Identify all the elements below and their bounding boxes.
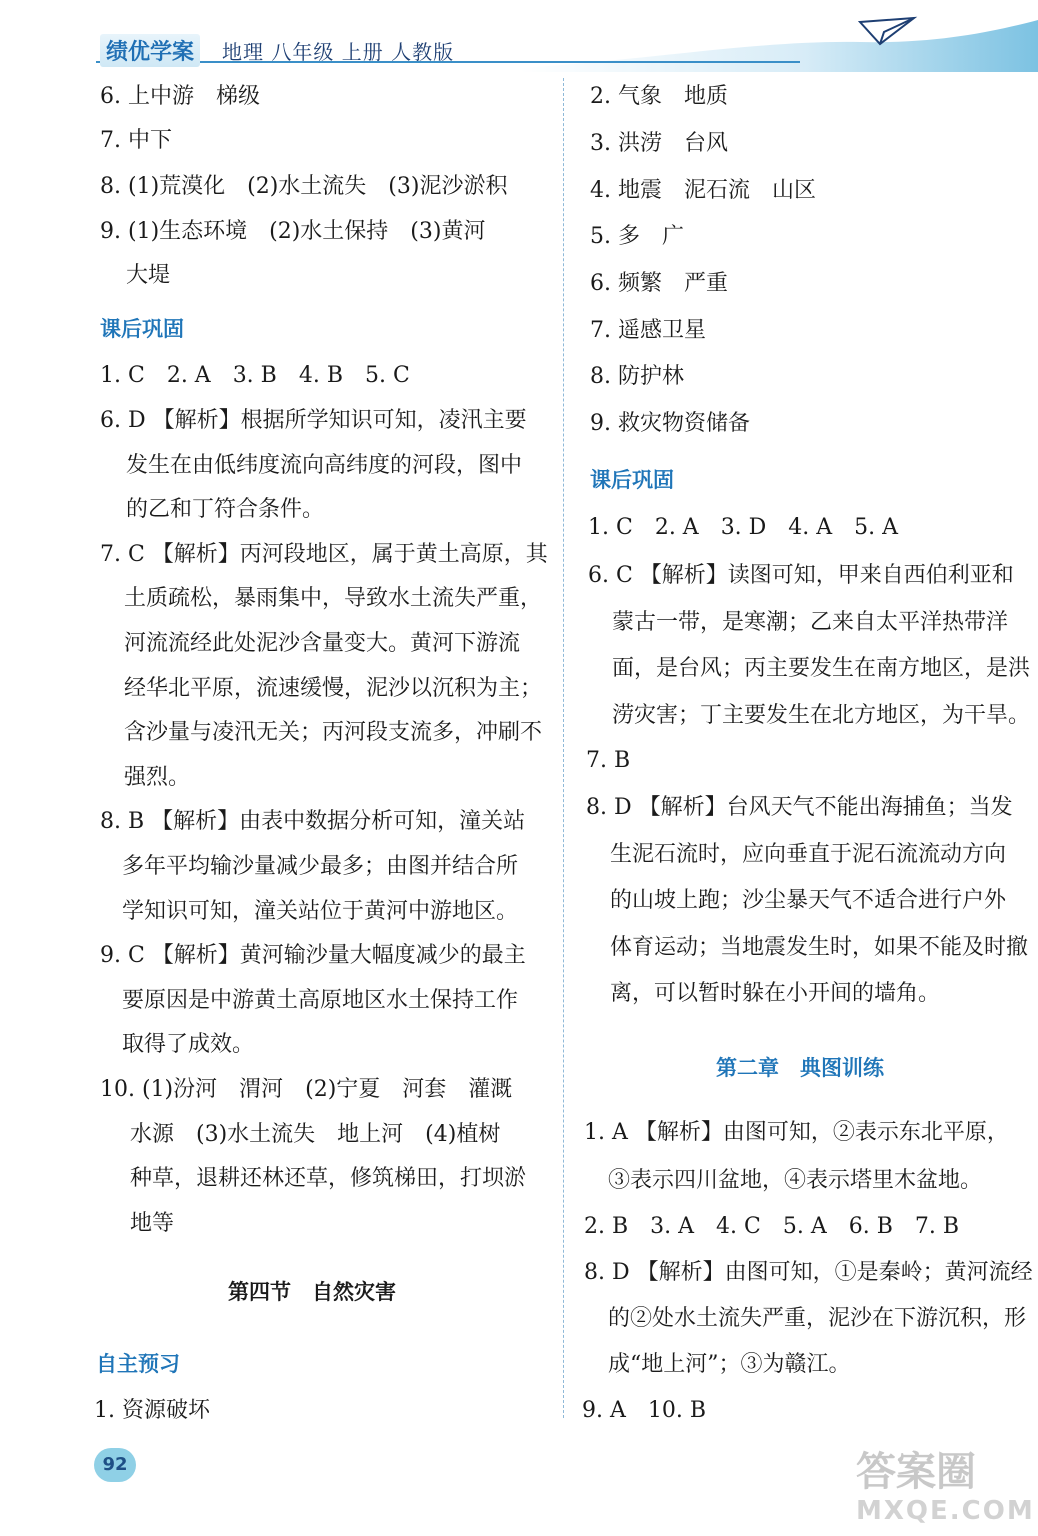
- answer-line: 8. B 【解析】由表中数据分析可知，潼关站: [100, 809, 526, 834]
- section-heading: 第四节 自然灾害: [228, 1280, 396, 1304]
- answer-line: 经华北平原，流速缓慢，泥沙以沉积为主；: [124, 676, 543, 701]
- answer-line: 9. C 【解析】黄河输沙量大幅度减少的最主: [100, 943, 526, 968]
- brand-logo: 绩优学案: [100, 34, 200, 67]
- answer-line: 7. C 【解析】丙河段地区，属于黄土高原，其: [100, 542, 548, 567]
- answer-line: 8. 防护林: [590, 364, 684, 389]
- answer-line: 6. 频繁 严重: [590, 271, 728, 296]
- answer-line: 的山坡上跑；沙尘暴天气不适合进行户外: [610, 888, 1007, 913]
- answer-line: 8. D 【解析】由图可知，①是秦岭；黄河流经: [584, 1260, 1033, 1285]
- answer-line: 含沙量与凌汛无关；丙河段支流多，冲刷不: [124, 720, 543, 745]
- section-title: 课后巩固: [100, 317, 184, 341]
- answer-line: 多年平均输沙量减少最多；由图并结合所: [122, 854, 519, 879]
- section-title: 课后巩固: [590, 468, 674, 492]
- answer-line: 9. 救灾物资储备: [590, 411, 750, 436]
- answer-line: 离，可以暂时躲在小开间的墙角。: [610, 981, 941, 1006]
- answer-line: 面，是台风；丙主要发生在南方地区，是洪: [612, 656, 1031, 681]
- answer-line: 2. 气象 地质: [590, 84, 728, 109]
- answer-line: 1. C 2. A 3. B 4. B 5. C: [100, 363, 410, 388]
- answer-line: 7. 中下: [100, 128, 172, 153]
- section-title: 自主预习: [96, 1352, 180, 1376]
- answer-line: 的乙和丁符合条件。: [126, 497, 325, 522]
- answer-line: 强烈。: [124, 765, 191, 790]
- section-heading: 第二章 典图训练: [716, 1056, 884, 1080]
- answer-line: 河流流经此处泥沙含量变大。黄河下游流: [124, 631, 521, 656]
- answer-line: 取得了成效。: [122, 1032, 255, 1057]
- answer-line: 生泥石流时，应向垂直于泥石流流动方向: [610, 842, 1007, 867]
- answer-line: 发生在由低纬度流向高纬度的河段，图中: [126, 453, 523, 478]
- answer-line: 要原因是中游黄土高原地区水土保持工作: [122, 988, 519, 1013]
- answer-line: 3. 洪涝 台风: [590, 131, 728, 156]
- answer-line: 1. C 2. A 3. D 4. A 5. A: [588, 515, 899, 540]
- answer-line: 7. B: [586, 748, 631, 773]
- page-header: [0, 0, 1038, 72]
- column-divider: [563, 78, 564, 1418]
- answer-line: 9. A 10. B: [582, 1398, 707, 1423]
- answer-line: 涝灾害；丁主要发生在北方地区，为干旱。: [612, 703, 1031, 728]
- answer-line: 1. A 【解析】由图可知，②表示东北平原，: [584, 1120, 1009, 1145]
- answer-line: 9. (1)生态环境 (2)水土保持 (3)黄河: [100, 219, 486, 244]
- answer-line: 7. 遥感卫星: [590, 318, 706, 343]
- answer-line: 8. D 【解析】台风天气不能出海捕鱼；当发: [586, 795, 1013, 820]
- answer-line: 的②处水土流失严重，泥沙在下游沉积，形: [608, 1306, 1027, 1331]
- answer-line: 大堤: [126, 263, 171, 288]
- answer-line: 1. 资源破坏: [94, 1398, 210, 1423]
- answer-line: 4. 地震 泥石流 山区: [590, 178, 816, 203]
- answer-line: 6. C 【解析】读图可知，甲来自西伯利亚和: [588, 563, 1014, 588]
- watermark-url: MXQE.COM: [856, 1496, 1035, 1526]
- answer-line: 6. 上中游 梯级: [100, 84, 260, 109]
- answer-line: 6. D 【解析】根据所学知识可知，凌汛主要: [100, 408, 527, 433]
- answer-line: 8. (1)荒漠化 (2)水土流失 (3)泥沙淤积: [100, 174, 508, 199]
- answer-line: 2. B 3. A 4. C 5. A 6. B 7. B: [584, 1214, 960, 1239]
- answer-line: 种草，退耕还林还草，修筑梯田，打坝淤: [130, 1166, 527, 1191]
- answer-line: 学知识可知，潼关站位于黄河中游地区。: [122, 899, 519, 924]
- page-number: 92: [94, 1448, 136, 1482]
- answer-line: 蒙古一带，是寒潮；乙来自太平洋热带洋: [612, 610, 1009, 635]
- answer-line: 成“地上河”；③为赣江。: [608, 1352, 851, 1377]
- answer-line: 地等: [130, 1211, 175, 1236]
- answer-line: 土质疏松，暴雨集中，导致水土流失严重，: [124, 586, 543, 611]
- paper-plane-icon: [858, 14, 918, 54]
- answer-line: 水源 (3)水土流失 地上河 (4)植树: [130, 1122, 501, 1147]
- book-subtitle: 地理 八年级 上册 人教版: [222, 40, 455, 64]
- answer-line: 5. 多 广: [590, 224, 684, 249]
- watermark-logo: 答案圈: [856, 1449, 976, 1495]
- answer-line: 体育运动；当地震发生时，如果不能及时撤: [610, 935, 1029, 960]
- answer-line: 10. (1)汾河 渭河 (2)宁夏 河套 灌溉: [100, 1077, 513, 1102]
- answer-line: ③表示四川盆地，④表示塔里木盆地。: [608, 1168, 983, 1193]
